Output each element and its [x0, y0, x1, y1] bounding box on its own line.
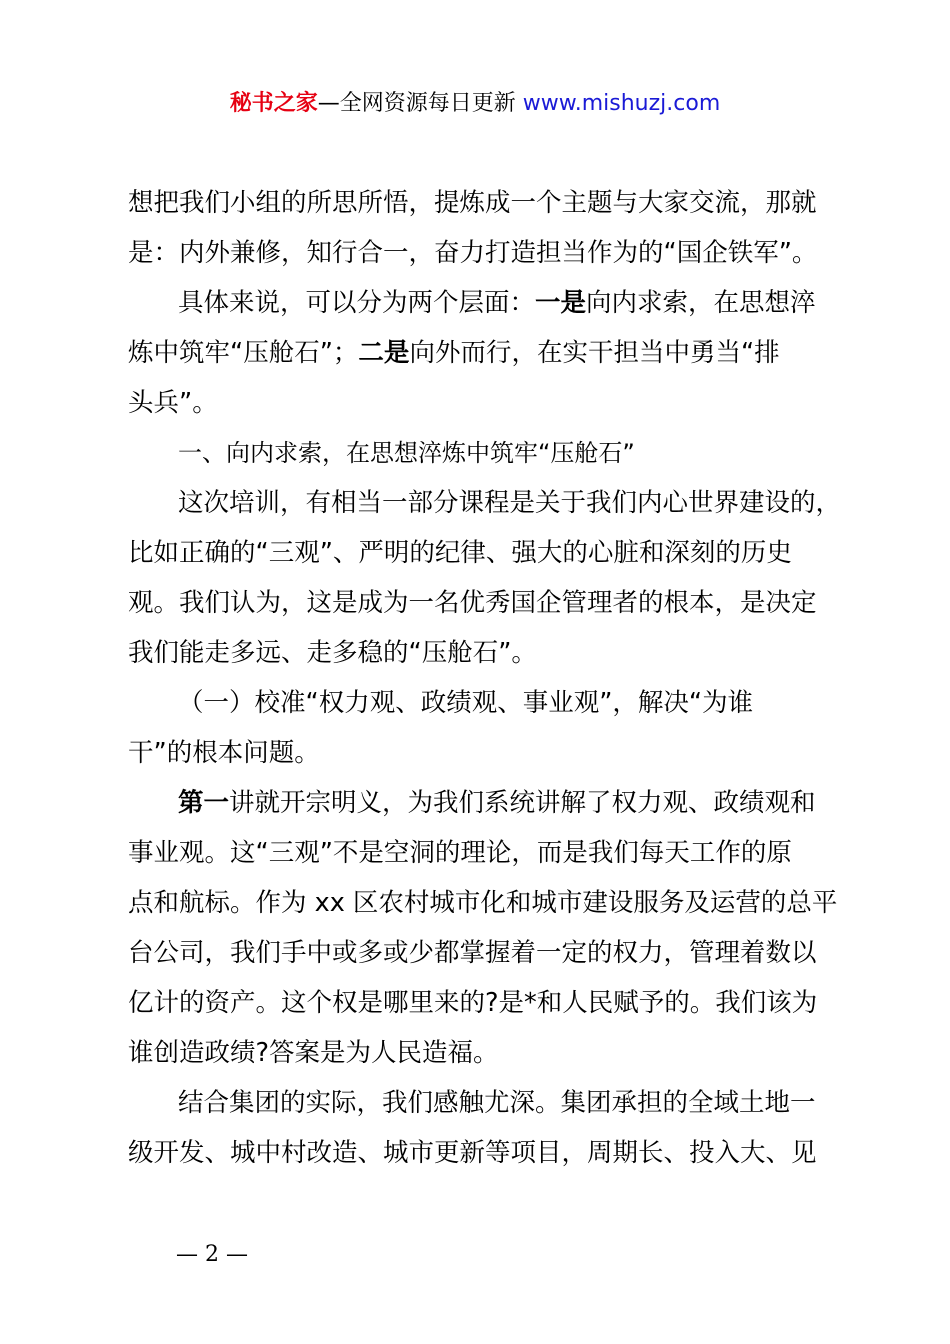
body-line: [178, 778, 816, 828]
body-line: 台公司，我们手中或多或少都掌握着一定的权力，管理着数以: [128, 938, 817, 968]
body-line: 观。我们认为，这是成为一名优秀国企管理者的根本，是决定: [128, 588, 817, 618]
body-line: 事业观。这“三观”不是空洞的理论，而是我们每天工作的原: [128, 838, 792, 868]
bold-marker: 一是: [535, 288, 587, 318]
bold-marker: 第一: [178, 788, 230, 818]
subsection-heading: （一）校准“权力观、政绩观、事业观”，解决“为谁: [178, 688, 754, 718]
body-line: 头兵”。: [128, 388, 218, 418]
header-url[interactable]: www.mishuzj.com: [522, 91, 721, 116]
body-line: [128, 328, 780, 378]
page-header: [0, 88, 950, 120]
body-line: [178, 278, 816, 328]
line-text: 向内求索，在思想淬: [586, 288, 816, 318]
header-slogan: —全网资源每日更新: [317, 91, 516, 116]
line-text: 向外而行，在实干担当中勇当“排: [409, 338, 780, 368]
line-text: 炼中筑牢“压舱石”；: [128, 338, 359, 368]
body-line: 想把我们小组的所思所悟，提炼成一个主题与大家交流，那就: [128, 188, 817, 218]
body-line: 级开发、城中村改造、城市更新等项目，周期长、投入大、见: [128, 1138, 817, 1168]
body-line: 谁创造政绩?答案是为人民造福。: [128, 1038, 499, 1068]
body-line: 结合集团的实际，我们感触尤深。集团承担的全域土地一: [178, 1088, 816, 1118]
body-line: 这次培训，有相当一部分课程是关于我们内心世界建设的，: [178, 488, 842, 518]
body-line: 干”的根本问题。: [128, 738, 320, 768]
body-line: 点和航标。作为 xx 区农村城市化和城市建设服务及运营的总平: [128, 888, 838, 918]
body-line: 我们能走多远、走多稳的“压舱石”。: [128, 638, 537, 668]
line-text: 具体来说，可以分为两个层面：: [178, 288, 536, 318]
body-line: 亿计的资产。这个权是哪里来的?是*和人民赋予的。我们该为: [128, 988, 818, 1018]
body-line: 比如正确的“三观”、严明的纪律、强大的心脏和深刻的历史: [128, 538, 792, 568]
line-text: 讲就开宗明义，为我们系统讲解了权力观、政绩观和: [229, 788, 816, 818]
page-number: — 2 —: [176, 1242, 248, 1267]
bold-marker: 二是: [358, 338, 410, 368]
section-heading: 一、向内求索，在思想淬炼中筑牢“压舱石”: [178, 439, 635, 467]
brand-name: 秘书之家: [229, 91, 318, 116]
body-line: 是：内外兼修，知行合一，奋力打造担当作为的“国企铁军”。: [128, 238, 818, 268]
